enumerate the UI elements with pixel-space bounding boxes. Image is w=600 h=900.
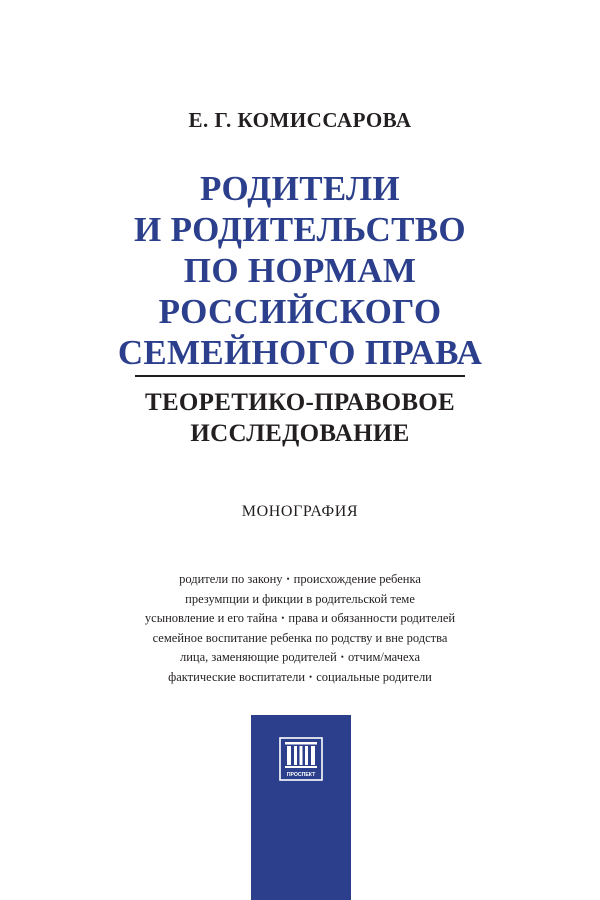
keyword-phrase: социальные родители [316, 670, 432, 684]
author-name: Е. Г. КОМИССАРОВА [188, 108, 412, 132]
keyword-line [0, 609, 600, 629]
title-line: И РОДИТЕЛЬСТВО [134, 210, 466, 249]
keywords-block [0, 570, 600, 688]
keyword-line [0, 590, 600, 609]
publisher-logo-icon [279, 737, 323, 781]
bullet-separator: • [286, 574, 290, 584]
divider-rule [135, 375, 465, 377]
bullet-separator: • [309, 672, 313, 682]
title-line: РОДИТЕЛИ [200, 169, 400, 208]
keyword-line [0, 648, 600, 668]
keyword-phrase: родители по закону [179, 572, 283, 586]
keyword-phrase: права и обязанности родителей [288, 611, 456, 625]
publisher-logo-text: ПРОСПЕКТ [286, 772, 316, 778]
keyword-line [0, 570, 600, 590]
bullet-separator: • [281, 613, 285, 623]
title-line: СЕМЕЙНОГО ПРАВА [117, 333, 483, 372]
keyword-phrase: усыновление и его тайна [144, 611, 278, 625]
subtitle-line: ТЕОРЕТИКО-ПРАВОВОЕ [144, 389, 456, 416]
keyword-phrase: происхождение ребенка [293, 572, 421, 586]
keyword-phrase: презумпции и фикции в родительской теме [185, 592, 415, 606]
book-title [0, 168, 600, 373]
keyword-phrase: семейное воспитание ребенка по родству и вне родства [152, 631, 448, 645]
bullet-separator: • [340, 652, 344, 662]
keyword-line [0, 629, 600, 648]
book-subtitle [0, 387, 600, 449]
keyword-phrase: фактические воспитатели [168, 670, 306, 684]
subtitle-line: ИССЛЕДОВАНИЕ [190, 420, 410, 447]
keyword-line [0, 668, 600, 688]
title-line: РОССИЙСКОГО [158, 292, 442, 331]
genre-label: МОНОГРАФИЯ [241, 503, 359, 520]
keyword-phrase: лица, заменяющие родителей [179, 650, 337, 664]
keyword-phrase: отчим/мачеха [347, 650, 421, 664]
title-line: ПО НОРМАМ [183, 251, 417, 290]
